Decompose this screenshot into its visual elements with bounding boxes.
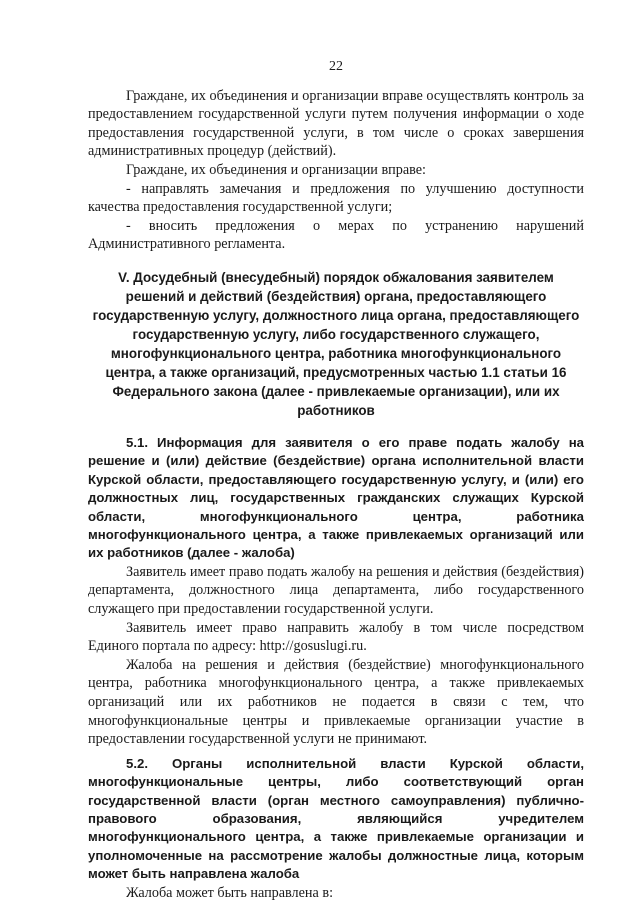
paragraph-complaint-addressees: Жалоба может быть направлена в: [126, 884, 334, 901]
paragraph-complaint-right: Заявитель имеет право подать жалобу на решения и действия (бездействия) департамента, должностного лица департамента, либо государственного служащего при предоставлении государственной услуги. [88, 563, 584, 617]
list-item-remarks: - направлять замечания и предложения по улучшению доступности качества предоставления государственной услуги; [88, 180, 584, 216]
paragraph-citizens-rights: Граждане, их объединения и организации вправе: [126, 161, 426, 178]
paragraph-mfc-complaint: Жалоба на решения и действия (бездействие) многофункционального центра, работника многофункционального центра, а также привлекаемых организаций или их работников не подается в связи с тем, что многофункциональные центры и привлекаемые организации участие в предоставлении государственной услуги не принимают. [88, 656, 584, 748]
list-item-proposals: - вносить предложения о мерах по устранению нарушений Административного регламента. [88, 217, 584, 253]
section-title: V. Досудебный (внесудебный) порядок обжалования заявителем решений и действий (бездействия) органа, предоставляющего государственную услугу, должностного лица органа, предоставляющего государственную услугу, либо государственного служащего, многофункционального центра, работника многофункционального центра, а также организаций, предусмотренных частью 1.1 статьи 16 Федерального закона (далее - привлекаемые организации), или их работников [92, 269, 580, 418]
paragraph-complaint-portal: Заявитель имеет право направить жалобу в том числе посредством Единого портала по адресу: http://gosuslugi.ru. [88, 619, 584, 655]
clause-5-1-heading: 5.1. Информация для заявителя о его праве подать жалобу на решение и (или) действие (бездействие) органа исполнительной власти Курской области, предоставляющего государственную услугу, и (или) его должностных лиц, государственных гражданских служащих Курской области, многофункционального центра, работника многофункционального центра, а также привлекаемых организаций или их работников (далее - жалоба) [88, 434, 584, 561]
paragraph-citizens-control: Граждане, их объединения и организации вправе осуществлять контроль за предоставлением государственной услуги путем получения информации о ходе предоставления государственной услуги, в том числе о сроках завершения административных процедур (действий). [88, 87, 584, 160]
page-number: 22 [329, 59, 343, 74]
clause-5-2-heading: 5.2. Органы исполнительной власти Курской области, многофункциональные центры, либо соответствующий орган государственной власти (орган местного самоуправления) публично-правового образования, являющийся учредителем многофункционального центра, а также привлекаемые организации и уполномоченные на рассмотрение жалобы должностные лица, которым может быть направлена жалоба [88, 755, 584, 882]
